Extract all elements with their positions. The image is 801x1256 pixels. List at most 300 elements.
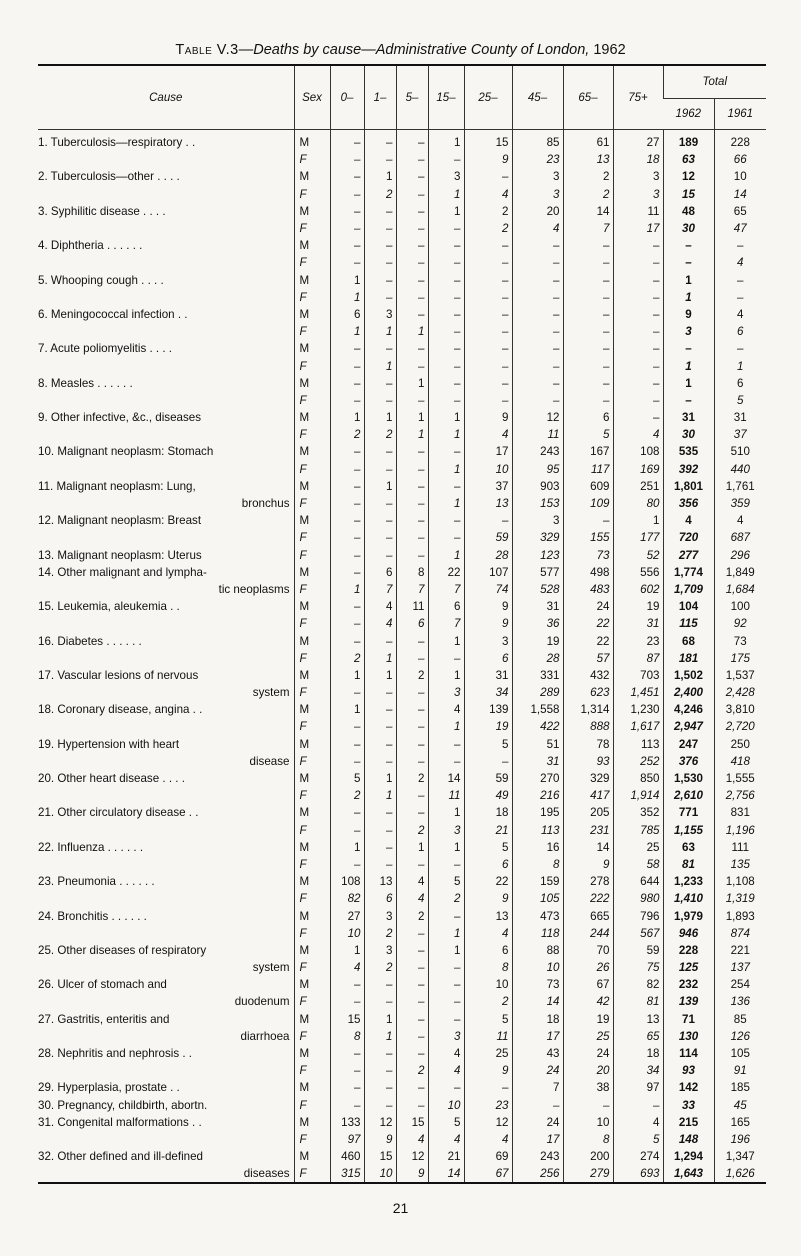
age-value-cell: 14 xyxy=(428,770,464,787)
age-value-cell: – xyxy=(613,375,663,392)
table-row xyxy=(38,151,766,168)
header-total-1961: 1961 xyxy=(714,99,766,130)
table-row xyxy=(38,1045,766,1062)
total-1962-cell: 3 xyxy=(663,323,714,340)
age-value-cell: 4 xyxy=(330,959,364,976)
age-value-cell: 1 xyxy=(396,426,428,443)
age-value-cell: – xyxy=(330,1045,364,1062)
total-1961-cell: 165 xyxy=(714,1114,766,1131)
total-1961-cell: 418 xyxy=(714,753,766,770)
age-value-cell: 243 xyxy=(512,1148,563,1165)
age-value-cell: 22 xyxy=(428,564,464,581)
total-1961-cell: 73 xyxy=(714,632,766,649)
age-value-cell: 4 xyxy=(396,873,428,890)
total-1962-cell: 392 xyxy=(663,461,714,478)
age-value-cell: 1 xyxy=(396,375,428,392)
age-value-cell: 59 xyxy=(613,942,663,959)
total-1962-cell: 1,774 xyxy=(663,564,714,581)
age-value-cell: – xyxy=(396,340,428,357)
age-value-cell: 123 xyxy=(512,547,563,564)
age-value-cell: – xyxy=(428,254,464,271)
age-value-cell: 6 xyxy=(464,942,512,959)
header-total-1962: 1962 xyxy=(663,99,714,130)
age-value-cell: 432 xyxy=(563,667,613,684)
age-value-cell: 109 xyxy=(563,495,613,512)
age-value-cell: 4 xyxy=(464,925,512,942)
cause-cell: 10. Malignant neoplasm: Stomach xyxy=(38,445,214,459)
age-value-cell: 1 xyxy=(364,787,396,804)
header-cause: Cause xyxy=(38,65,294,130)
age-value-cell: – xyxy=(428,220,464,237)
sex-cell: M xyxy=(294,1011,330,1028)
sex-cell: F xyxy=(294,993,330,1010)
total-1962-cell: 9 xyxy=(663,306,714,323)
age-value-cell: 703 xyxy=(613,667,663,684)
cause-cell xyxy=(38,890,294,907)
age-value-cell: 200 xyxy=(563,1148,613,1165)
age-value-cell: 1,451 xyxy=(613,684,663,701)
sex-cell: M xyxy=(294,203,330,220)
total-1961-cell: 250 xyxy=(714,736,766,753)
age-value-cell: 1 xyxy=(428,632,464,649)
age-value-cell: 24 xyxy=(512,1062,563,1079)
age-value-cell: – xyxy=(563,289,613,306)
sex-cell: F xyxy=(294,1097,330,1114)
age-value-cell: 14 xyxy=(512,993,563,1010)
age-value-cell: 81 xyxy=(613,993,663,1010)
age-value-cell: 97 xyxy=(613,1079,663,1096)
age-value-cell: 17 xyxy=(512,1131,563,1148)
age-value-cell: – xyxy=(512,1097,563,1114)
age-value-cell: 107 xyxy=(464,564,512,581)
table-row xyxy=(38,168,766,185)
age-value-cell: 1 xyxy=(364,478,396,495)
sex-cell: M xyxy=(294,409,330,426)
total-1961-cell: 100 xyxy=(714,598,766,615)
table-row xyxy=(38,220,766,237)
age-value-cell: 2 xyxy=(396,667,428,684)
age-value-cell: 352 xyxy=(613,804,663,821)
cause-cell: 17. Vascular lesions of nervous xyxy=(38,668,199,682)
age-value-cell: – xyxy=(330,1079,364,1096)
age-value-cell: 70 xyxy=(563,942,613,959)
age-value-cell: 6 xyxy=(428,598,464,615)
total-1961-cell: 1,555 xyxy=(714,770,766,787)
age-value-cell: – xyxy=(512,357,563,374)
age-value-cell: – xyxy=(364,1097,396,1114)
total-1962-cell: 4 xyxy=(663,512,714,529)
age-value-cell: – xyxy=(396,529,428,546)
age-value-cell: 1,617 xyxy=(613,718,663,735)
cause-cell: 2. Tuberculosis—other . . . . xyxy=(38,170,180,184)
sex-cell: M xyxy=(294,1114,330,1131)
age-value-cell: 8 xyxy=(396,564,428,581)
total-1961-cell: 1,626 xyxy=(714,1165,766,1183)
age-value-cell: 1 xyxy=(428,426,464,443)
age-value-cell: 3 xyxy=(364,306,396,323)
age-value-cell: – xyxy=(428,512,464,529)
age-value-cell: 8 xyxy=(330,1028,364,1045)
age-value-cell: – xyxy=(512,289,563,306)
age-value-cell: 31 xyxy=(512,753,563,770)
age-value-cell: 14 xyxy=(563,839,613,856)
cause-cell xyxy=(38,220,294,237)
age-value-cell: – xyxy=(364,495,396,512)
table-row xyxy=(38,632,766,649)
age-value-cell: – xyxy=(464,357,512,374)
total-1962-cell: 535 xyxy=(663,443,714,460)
total-1962-cell: 130 xyxy=(663,1028,714,1045)
age-value-cell: 13 xyxy=(563,151,613,168)
age-value-cell: – xyxy=(512,306,563,323)
table-row xyxy=(38,667,766,684)
age-value-cell: 10 xyxy=(512,959,563,976)
header-age-0: 0– xyxy=(330,65,364,130)
total-1962-cell: 946 xyxy=(663,925,714,942)
age-value-cell: 4 xyxy=(464,426,512,443)
age-value-cell: 460 xyxy=(330,1148,364,1165)
age-value-cell: 231 xyxy=(563,822,613,839)
total-1962-cell: – xyxy=(663,392,714,409)
cause-cell: disease xyxy=(249,754,290,768)
age-value-cell: – xyxy=(428,529,464,546)
age-value-cell: – xyxy=(428,1079,464,1096)
table-row xyxy=(38,907,766,924)
total-1961-cell: 10 xyxy=(714,168,766,185)
age-value-cell: 903 xyxy=(512,478,563,495)
age-value-cell: – xyxy=(330,254,364,271)
age-value-cell: 78 xyxy=(563,736,613,753)
age-value-cell: 498 xyxy=(563,564,613,581)
age-value-cell: 216 xyxy=(512,787,563,804)
age-value-cell: 2 xyxy=(330,426,364,443)
cause-cell: 3. Syphilitic disease . . . . xyxy=(38,204,166,218)
age-value-cell: – xyxy=(464,392,512,409)
total-1962-cell: 68 xyxy=(663,632,714,649)
total-1961-cell: – xyxy=(714,237,766,254)
age-value-cell: 422 xyxy=(512,718,563,735)
cause-cell xyxy=(38,1131,294,1148)
age-value-cell: 9 xyxy=(464,151,512,168)
age-value-cell: – xyxy=(330,564,364,581)
age-value-cell: – xyxy=(396,186,428,203)
sex-cell: M xyxy=(294,907,330,924)
age-value-cell: – xyxy=(330,478,364,495)
cause-cell xyxy=(38,461,294,478)
age-value-cell: – xyxy=(396,959,428,976)
age-value-cell: – xyxy=(396,495,428,512)
age-value-cell: 17 xyxy=(464,443,512,460)
total-1962-cell: 30 xyxy=(663,220,714,237)
age-value-cell: – xyxy=(428,907,464,924)
total-1962-cell: 93 xyxy=(663,1062,714,1079)
total-1961-cell: 136 xyxy=(714,993,766,1010)
age-value-cell: 1 xyxy=(396,839,428,856)
total-1961-cell: 196 xyxy=(714,1131,766,1148)
total-1961-cell: 105 xyxy=(714,1045,766,1062)
age-value-cell: 3 xyxy=(512,168,563,185)
age-value-cell: – xyxy=(396,701,428,718)
sex-cell: M xyxy=(294,667,330,684)
sex-cell: M xyxy=(294,598,330,615)
age-value-cell: 1 xyxy=(364,1011,396,1028)
age-value-cell: 2 xyxy=(330,787,364,804)
table-title xyxy=(0,42,801,58)
total-1962-cell: 104 xyxy=(663,598,714,615)
age-value-cell: – xyxy=(464,272,512,289)
age-value-cell: 59 xyxy=(464,770,512,787)
age-value-cell: 1 xyxy=(428,203,464,220)
age-value-cell: – xyxy=(330,598,364,615)
age-value-cell: 20 xyxy=(563,1062,613,1079)
total-1961-cell: 31 xyxy=(714,409,766,426)
age-value-cell: 49 xyxy=(464,787,512,804)
table-row xyxy=(38,478,766,495)
age-value-cell: 4 xyxy=(428,701,464,718)
age-value-cell: 483 xyxy=(563,581,613,598)
total-1962-cell: 63 xyxy=(663,151,714,168)
age-value-cell: – xyxy=(396,547,428,564)
age-value-cell: 3 xyxy=(464,632,512,649)
age-value-cell: 9 xyxy=(464,1062,512,1079)
age-value-cell: – xyxy=(364,203,396,220)
cause-cell: 9. Other infective, &c., diseases xyxy=(38,411,202,425)
age-value-cell: – xyxy=(464,753,512,770)
age-value-cell: – xyxy=(330,512,364,529)
age-value-cell: 1 xyxy=(330,839,364,856)
total-1961-cell: 1,893 xyxy=(714,907,766,924)
age-value-cell: 87 xyxy=(613,650,663,667)
table-row xyxy=(38,598,766,615)
age-value-cell: – xyxy=(396,512,428,529)
age-value-cell: 1,230 xyxy=(613,701,663,718)
sex-cell: F xyxy=(294,151,330,168)
table-row xyxy=(38,701,766,718)
age-value-cell: 577 xyxy=(512,564,563,581)
header-age-75: 75+ xyxy=(613,65,663,130)
age-value-cell: 1 xyxy=(364,357,396,374)
age-value-cell: 108 xyxy=(330,873,364,890)
age-value-cell: – xyxy=(330,375,364,392)
sex-cell: F xyxy=(294,718,330,735)
age-value-cell: 10 xyxy=(563,1114,613,1131)
total-1962-cell: 1,502 xyxy=(663,667,714,684)
age-value-cell: 113 xyxy=(512,822,563,839)
age-value-cell: 59 xyxy=(464,529,512,546)
cause-cell: system xyxy=(252,961,290,975)
cause-cell: tic neoplasms xyxy=(218,582,290,596)
total-1962-cell: 1 xyxy=(663,272,714,289)
age-value-cell: – xyxy=(464,289,512,306)
total-1961-cell: 874 xyxy=(714,925,766,942)
cause-cell xyxy=(38,718,294,735)
age-value-cell: 82 xyxy=(330,890,364,907)
table-row xyxy=(38,839,766,856)
age-value-cell: 270 xyxy=(512,770,563,787)
table-row xyxy=(38,495,766,512)
age-value-cell: 7 xyxy=(364,581,396,598)
table-row xyxy=(38,443,766,460)
sex-cell: M xyxy=(294,443,330,460)
age-value-cell: 3 xyxy=(428,684,464,701)
age-value-cell: 556 xyxy=(613,564,663,581)
age-value-cell: 24 xyxy=(512,1114,563,1131)
age-value-cell: – xyxy=(364,151,396,168)
age-value-cell: 2 xyxy=(364,186,396,203)
age-value-cell: 28 xyxy=(512,650,563,667)
age-value-cell: – xyxy=(396,632,428,649)
age-value-cell: – xyxy=(464,512,512,529)
cause-cell: 1. Tuberculosis—respiratory . . xyxy=(38,136,196,150)
table-row xyxy=(38,1097,766,1114)
total-1962-cell: 142 xyxy=(663,1079,714,1096)
age-value-cell: 9 xyxy=(364,1131,396,1148)
table-row xyxy=(38,289,766,306)
age-value-cell: – xyxy=(428,736,464,753)
age-value-cell: 2 xyxy=(396,907,428,924)
age-value-cell: 7 xyxy=(563,220,613,237)
age-value-cell: – xyxy=(396,787,428,804)
sex-cell: M xyxy=(294,736,330,753)
age-value-cell: 75 xyxy=(613,959,663,976)
age-value-cell: 980 xyxy=(613,890,663,907)
sex-cell: M xyxy=(294,130,330,152)
deaths-table xyxy=(38,64,766,1184)
age-value-cell: 7 xyxy=(512,1079,563,1096)
table-row xyxy=(38,237,766,254)
age-value-cell: 1 xyxy=(330,323,364,340)
sex-cell: M xyxy=(294,272,330,289)
sex-cell: F xyxy=(294,822,330,839)
age-value-cell: – xyxy=(464,1079,512,1096)
table-row xyxy=(38,925,766,942)
age-value-cell: – xyxy=(330,151,364,168)
age-value-cell: 4 xyxy=(613,1114,663,1131)
total-1962-cell: 139 xyxy=(663,993,714,1010)
age-value-cell: 67 xyxy=(563,976,613,993)
table-row xyxy=(38,323,766,340)
sex-cell: F xyxy=(294,254,330,271)
sex-cell: F xyxy=(294,1062,330,1079)
table-row xyxy=(38,306,766,323)
sex-cell: F xyxy=(294,426,330,443)
age-value-cell: – xyxy=(364,392,396,409)
age-value-cell: 4 xyxy=(428,1131,464,1148)
age-value-cell: – xyxy=(464,340,512,357)
total-1961-cell: – xyxy=(714,289,766,306)
age-value-cell: – xyxy=(330,718,364,735)
age-value-cell: 113 xyxy=(613,736,663,753)
age-value-cell: 4 xyxy=(464,186,512,203)
table-row xyxy=(38,392,766,409)
table-row xyxy=(38,1062,766,1079)
sex-cell: M xyxy=(294,942,330,959)
cause-cell: duodenum xyxy=(234,995,290,1009)
age-value-cell: – xyxy=(396,203,428,220)
age-value-cell: 10 xyxy=(330,925,364,942)
total-1961-cell: 2,428 xyxy=(714,684,766,701)
total-1962-cell: 1,410 xyxy=(663,890,714,907)
cause-cell xyxy=(38,151,294,168)
total-1961-cell: – xyxy=(714,340,766,357)
age-value-cell: 97 xyxy=(330,1131,364,1148)
age-value-cell: – xyxy=(428,753,464,770)
table-row xyxy=(38,272,766,289)
age-value-cell: – xyxy=(396,942,428,959)
cause-cell: 12. Malignant neoplasm: Breast xyxy=(38,514,202,528)
table-row xyxy=(38,426,766,443)
age-value-cell: – xyxy=(396,478,428,495)
age-value-cell: 21 xyxy=(464,822,512,839)
age-value-cell: – xyxy=(396,736,428,753)
sex-cell: F xyxy=(294,959,330,976)
total-1961-cell: 359 xyxy=(714,495,766,512)
age-value-cell: 4 xyxy=(512,220,563,237)
cause-cell xyxy=(38,856,294,873)
age-value-cell: – xyxy=(428,443,464,460)
age-value-cell: 17 xyxy=(512,1028,563,1045)
total-1961-cell: 296 xyxy=(714,547,766,564)
table-title-prefix: Table V.3 xyxy=(175,42,239,58)
cause-cell xyxy=(38,650,294,667)
sex-cell: M xyxy=(294,804,330,821)
sex-cell: M xyxy=(294,340,330,357)
age-value-cell: 1 xyxy=(428,130,464,152)
total-1962-cell: 181 xyxy=(663,650,714,667)
sex-cell: M xyxy=(294,873,330,890)
cause-cell: 28. Nephritis and nephrosis . . xyxy=(38,1047,193,1061)
age-value-cell: – xyxy=(396,443,428,460)
age-value-cell: 22 xyxy=(563,615,613,632)
age-value-cell: – xyxy=(330,822,364,839)
age-value-cell: 42 xyxy=(563,993,613,1010)
total-1962-cell: 1,233 xyxy=(663,873,714,890)
age-value-cell: 6 xyxy=(396,615,428,632)
age-value-cell: – xyxy=(563,512,613,529)
sex-cell: F xyxy=(294,581,330,598)
age-value-cell: – xyxy=(364,1062,396,1079)
sex-cell: F xyxy=(294,357,330,374)
age-value-cell: – xyxy=(512,254,563,271)
table-row xyxy=(38,684,766,701)
age-value-cell: 12 xyxy=(364,1114,396,1131)
total-1961-cell: 6 xyxy=(714,323,766,340)
table-row xyxy=(38,873,766,890)
total-1962-cell: 1,294 xyxy=(663,1148,714,1165)
sex-cell: M xyxy=(294,770,330,787)
age-value-cell: – xyxy=(563,306,613,323)
age-value-cell: 18 xyxy=(613,151,663,168)
age-value-cell: 1 xyxy=(330,289,364,306)
table-row xyxy=(38,736,766,753)
total-1961-cell: 687 xyxy=(714,529,766,546)
cause-cell: 32. Other defined and ill-defined xyxy=(38,1150,204,1164)
cause-cell: diseases xyxy=(38,1165,294,1183)
total-1961-cell: 1,537 xyxy=(714,667,766,684)
sex-cell: F xyxy=(294,650,330,667)
age-value-cell: 139 xyxy=(464,701,512,718)
sex-cell: F xyxy=(294,1165,330,1183)
total-1961-cell: 65 xyxy=(714,203,766,220)
age-value-cell: – xyxy=(330,736,364,753)
age-value-cell: – xyxy=(563,357,613,374)
age-value-cell: – xyxy=(330,461,364,478)
cause-cell: 4. Diphtheria . . . . . . xyxy=(38,239,143,253)
cause-cell xyxy=(38,426,294,443)
age-value-cell: – xyxy=(396,1097,428,1114)
age-value-cell: 1 xyxy=(364,323,396,340)
age-value-cell: – xyxy=(512,392,563,409)
